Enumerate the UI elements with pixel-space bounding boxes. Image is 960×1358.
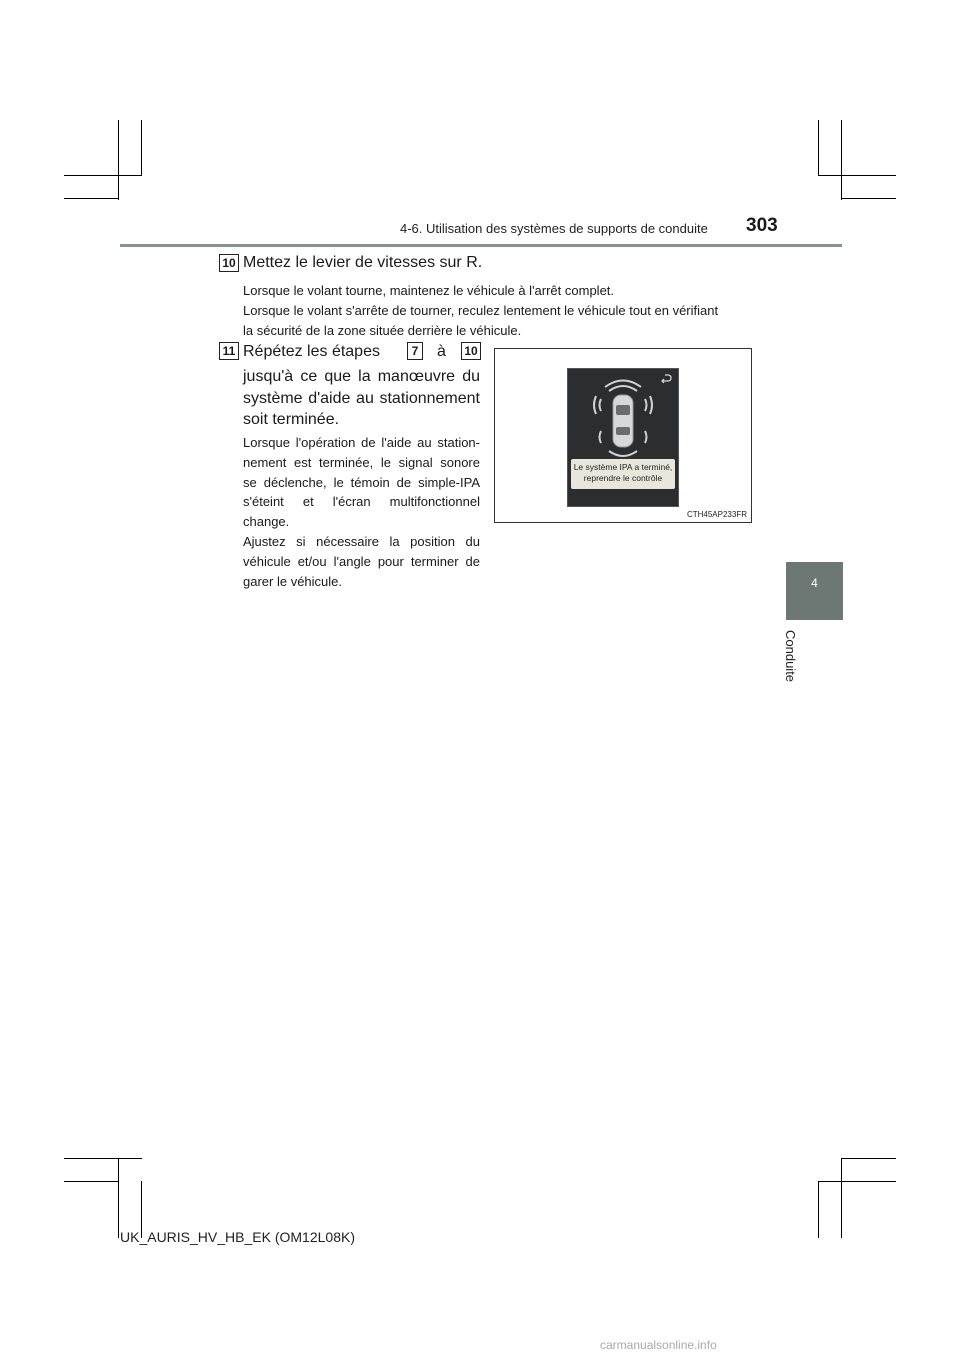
figure-code: CTH45AP233FR [686, 510, 747, 519]
step-10-notes [243, 281, 748, 341]
step-ref-10: 10 [461, 342, 481, 360]
note-line: change. [243, 514, 290, 530]
message-line: Le système IPA a terminé, [573, 462, 673, 472]
note-line: Ajustez si nécessaire la position du [243, 533, 480, 549]
message-line: reprendre le contrôle [583, 473, 663, 483]
step-11-title-start: Répétez les étapes [243, 343, 380, 360]
page-number: 303 [746, 215, 778, 236]
step-number-11: 11 [219, 342, 239, 360]
chapter-label-text: Conduite [783, 630, 798, 683]
step-11-title-word: à [437, 343, 446, 360]
title-line: soit terminée. [243, 411, 340, 428]
multi-info-display [567, 368, 679, 507]
step-10-title: Mettez le levier de vitesses sur R. [243, 254, 483, 271]
car-top-view-icon [613, 395, 633, 447]
model-code: UK_AURIS_HV_HB_EK (OM12L08K) [120, 1229, 355, 1245]
note-line: s'éteint et l'écran multifonctionnel [243, 494, 480, 510]
step-ref-7: 7 [407, 342, 423, 360]
note-line: garer le véhicule. [243, 573, 342, 589]
section-title: 4-6. Utilisation des systèmes de supports de conduite [400, 221, 708, 236]
header-rule [120, 244, 842, 247]
watermark: carmanualsonline.info [600, 1338, 717, 1352]
note-line: Lorsque le volant s'arrête de tourner, reculez lentement le véhicule tout en vérifiant [243, 303, 719, 318]
note-line: la sécurité de la zone située derrière le véhicule. [243, 323, 522, 338]
note-line: Lorsque l'opération de l'aide au station- [243, 435, 480, 450]
step-11-notes [243, 433, 480, 591]
chapter-tab [786, 562, 843, 620]
note-line: se déclenche, le témoin de simple-IPA [243, 474, 480, 490]
title-line: jusqu'à ce que la manœuvre du [243, 368, 480, 385]
title-line: système d'aide au stationnement [243, 389, 480, 407]
note-line: nement est terminée, le signal sonore [243, 454, 480, 470]
note-line: véhicule et/ou l'angle pour terminer de [243, 553, 480, 569]
note-line: Lorsque le volant tourne, maintenez le véhicule à l'arrêt complet. [243, 283, 615, 298]
chapter-label [780, 630, 810, 690]
illustration-frame [494, 348, 752, 523]
chapter-number: 4 [811, 576, 818, 590]
return-arrow-icon [662, 375, 671, 383]
completion-message [571, 459, 675, 489]
step-11-title-rest [243, 366, 480, 431]
step-number-10: 10 [219, 254, 239, 272]
